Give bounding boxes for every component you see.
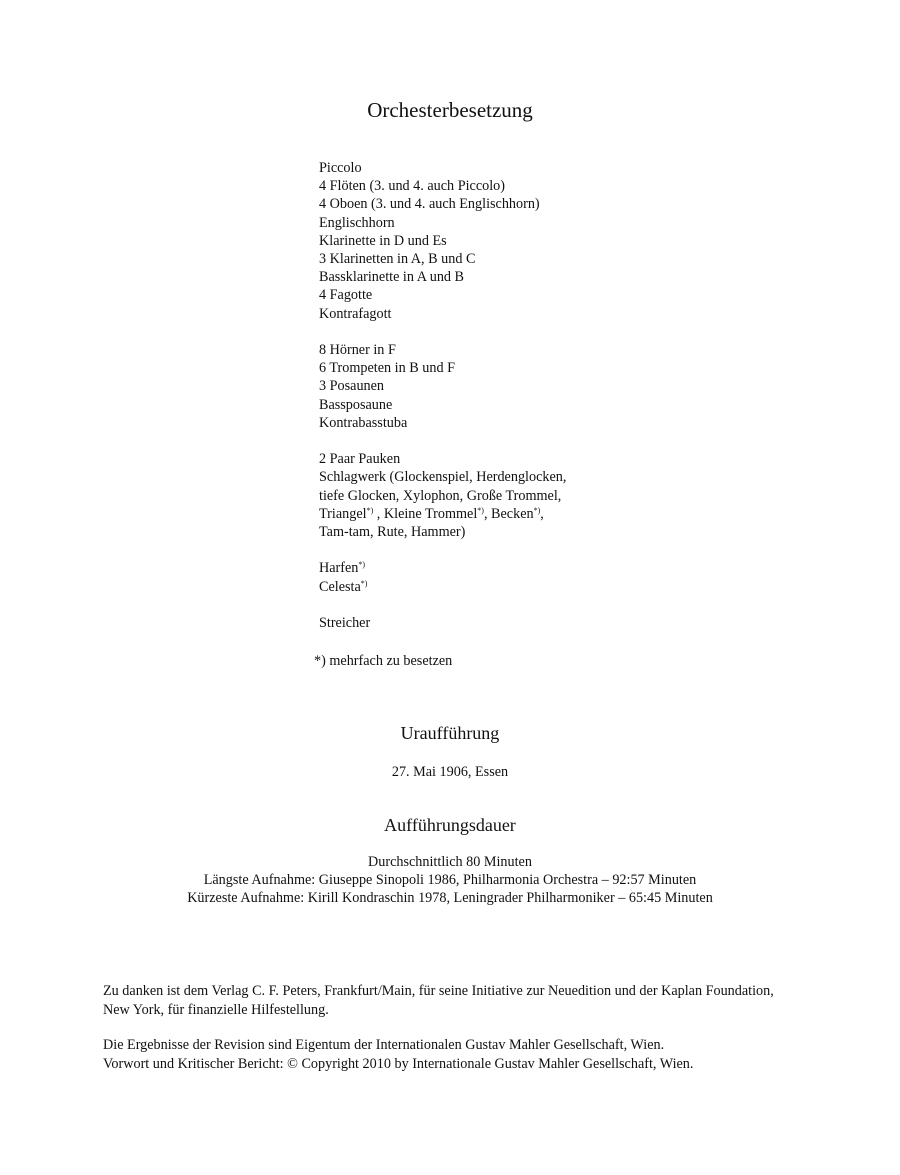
instrument-line: 4 Flöten (3. und 4. auch Piccolo) (319, 178, 505, 195)
instrument-line: Bassposaune (319, 396, 393, 413)
paragraph-line: New York, für finanzielle Hilfestellung. (103, 1002, 329, 1018)
footnote-mark: *) (366, 505, 374, 515)
duration-title: Aufführungsdauer (384, 815, 516, 835)
percussion-group (319, 450, 819, 541)
instrument-line: Kontrabasstuba (319, 414, 408, 431)
footnote-mark: *) (358, 560, 366, 570)
duration-average: Durchschnittlich 80 Minuten (368, 854, 532, 870)
footnote: *) mehrfach zu besetzen (314, 653, 453, 669)
paragraph-line: Die Ergebnisse der Revision sind Eigentum der Internationalen Gustav Mahler Gesellschaft, Wien. (103, 1037, 665, 1053)
instrument-line: Englischhorn (319, 214, 395, 231)
instrument-list (319, 159, 819, 650)
acknowledgement-paragraph (103, 982, 813, 1020)
percussion-line: Schlagwerk (Glockenspiel, Herdenglocken, (319, 469, 567, 486)
harps-celesta-group (319, 559, 819, 595)
comma-text: , (540, 505, 544, 522)
strings-group (319, 614, 819, 632)
percussion-line: tiefe Glocken, Xylophon, Große Trommel, (319, 487, 562, 504)
kleine-trommel-text: , Kleine Trommel (373, 505, 478, 522)
celesta-line (319, 578, 819, 596)
instrument-line: 3 Klarinetten in A, B und C (319, 251, 476, 268)
instrument-line: Piccolo (319, 160, 362, 176)
becken-text: , Becken (483, 505, 534, 522)
harps-line (319, 559, 819, 577)
duration-shortest: Kürzeste Aufnahme: Kirill Kondraschin 1978, Leningrader Philharmoniker – 65:45 Minuten (187, 890, 713, 906)
copyright-paragraph (103, 1036, 813, 1074)
instrument-line: 3 Posaunen (319, 378, 385, 395)
instrument-line: 8 Hörner in F (319, 342, 396, 359)
percussion-line-marked (319, 505, 819, 523)
strings-line: Streicher (319, 615, 371, 632)
premiere-title: Uraufführung (400, 723, 500, 743)
percussion-line: Tam-tam, Rute, Hammer) (319, 524, 466, 541)
instrument-line: 4 Fagotte (319, 287, 373, 304)
instrument-line: Kontrafagott (319, 305, 392, 322)
footnote-mark: *) (360, 578, 368, 588)
paragraph-line: Zu danken ist dem Verlag C. F. Peters, Frankfurt/Main, für seine Initiative zur Neuedition und der Kaplan Foundation, (103, 983, 774, 999)
footnote-mark: *) (477, 505, 484, 515)
harps-text: Harfen (319, 560, 359, 577)
instrument-line: 6 Trompeten in B und F (319, 360, 455, 377)
premiere-date: 27. Mai 1906, Essen (391, 764, 509, 780)
triangel-text: Triangel (319, 505, 367, 522)
instrument-line: Klarinette in D und Es (319, 232, 447, 249)
brass-group (319, 341, 819, 432)
duration-longest: Längste Aufnahme: Giuseppe Sinopoli 1986, Philharmonia Orchestra – 92:57 Minuten (203, 872, 697, 888)
celesta-text: Celesta (319, 578, 361, 595)
instrument-line: 4 Oboen (3. und 4. auch Englischhorn) (319, 196, 540, 213)
woodwinds-group (319, 159, 819, 323)
footnote-mark: *) (533, 505, 541, 515)
paragraph-line: Vorwort und Kritischer Bericht: © Copyright 2010 by Internationale Gustav Mahler Gesellschaft, Wien. (103, 1056, 694, 1072)
instrument-line: Bassklarinette in A und B (319, 269, 465, 286)
orchestration-title: Orchesterbesetzung (367, 98, 533, 122)
timpani-line: 2 Paar Pauken (319, 451, 401, 468)
